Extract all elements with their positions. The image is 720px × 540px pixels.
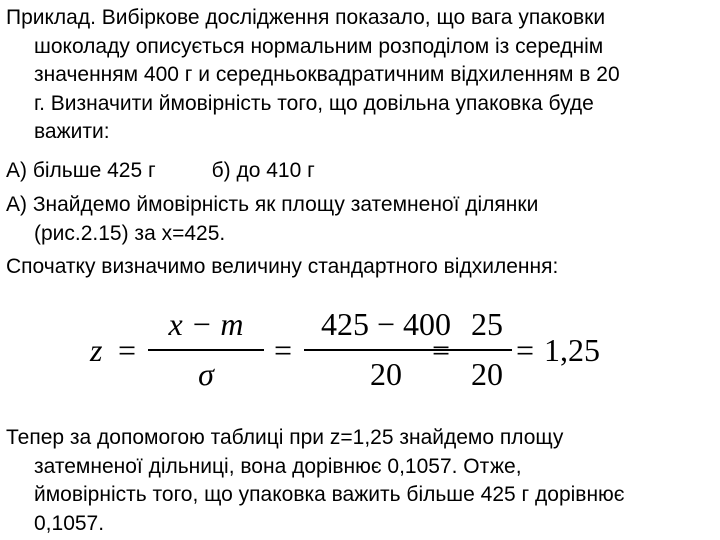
conclusion-line-2: затемненої дільниці, вона дорівнює 0,1057. Отже,	[34, 454, 522, 478]
fraction-1-numerator: x − m	[168, 306, 244, 342]
step-a-line-2: (рис.2.15) за x=425.	[34, 221, 226, 245]
fraction-2-denominator: 20	[370, 356, 402, 392]
fraction-1-denominator: σ	[198, 356, 214, 392]
options-line	[6, 157, 714, 186]
fraction-3-numerator: 25	[471, 306, 503, 342]
fraction-2-numerator: 425 − 400	[320, 306, 452, 342]
formula-equals-4: =	[516, 332, 535, 368]
conclusion-line-4: 0,1057.	[34, 511, 105, 535]
formula-z: z	[90, 332, 103, 368]
problem-line-2: шоколаду описується нормальним розподілом із середнім	[34, 34, 604, 58]
formula-result: 1,25	[544, 332, 600, 368]
formula-equals-2: =	[274, 332, 293, 368]
step-a-line-1: А) Знайдемо ймовірність як площу затемненої ділянки	[6, 193, 539, 216]
step-a	[6, 191, 714, 248]
z-score-formula	[86, 306, 626, 400]
conclusion-line-1: Тепер за допомогою таблиці при z=1,25 знайдемо площу	[6, 426, 564, 449]
question-options	[6, 157, 714, 186]
option-a: А) більше 425 г	[6, 159, 156, 182]
problem-line-4: г. Визначити ймовірність того, що довільна упаковка буде	[34, 91, 594, 115]
formula-equals-1: =	[118, 332, 137, 368]
problem-line-3: значенням 400 г и середньоквадратичним відхиленням в 20	[34, 63, 620, 86]
fraction-3-bar	[462, 349, 512, 351]
problem-line-5: важити:	[34, 120, 110, 143]
conclusion	[6, 424, 714, 538]
formula-equals-3: =	[432, 332, 451, 368]
option-b: б) до 410 г	[211, 159, 315, 182]
first-step-line: Спочатку визначимо величину стандартного відхилення:	[6, 255, 559, 278]
conclusion-line-3: ймовірність того, що упаковка важить більше 425 г дорівнює	[34, 483, 625, 506]
problem-line-1: Приклад. Вибіркове дослідження показало, що вага упаковки	[6, 6, 606, 29]
first-step	[6, 253, 714, 282]
fraction-3-denominator: 20	[471, 356, 503, 392]
problem-statement	[6, 4, 714, 147]
fraction-1-bar	[148, 349, 264, 351]
